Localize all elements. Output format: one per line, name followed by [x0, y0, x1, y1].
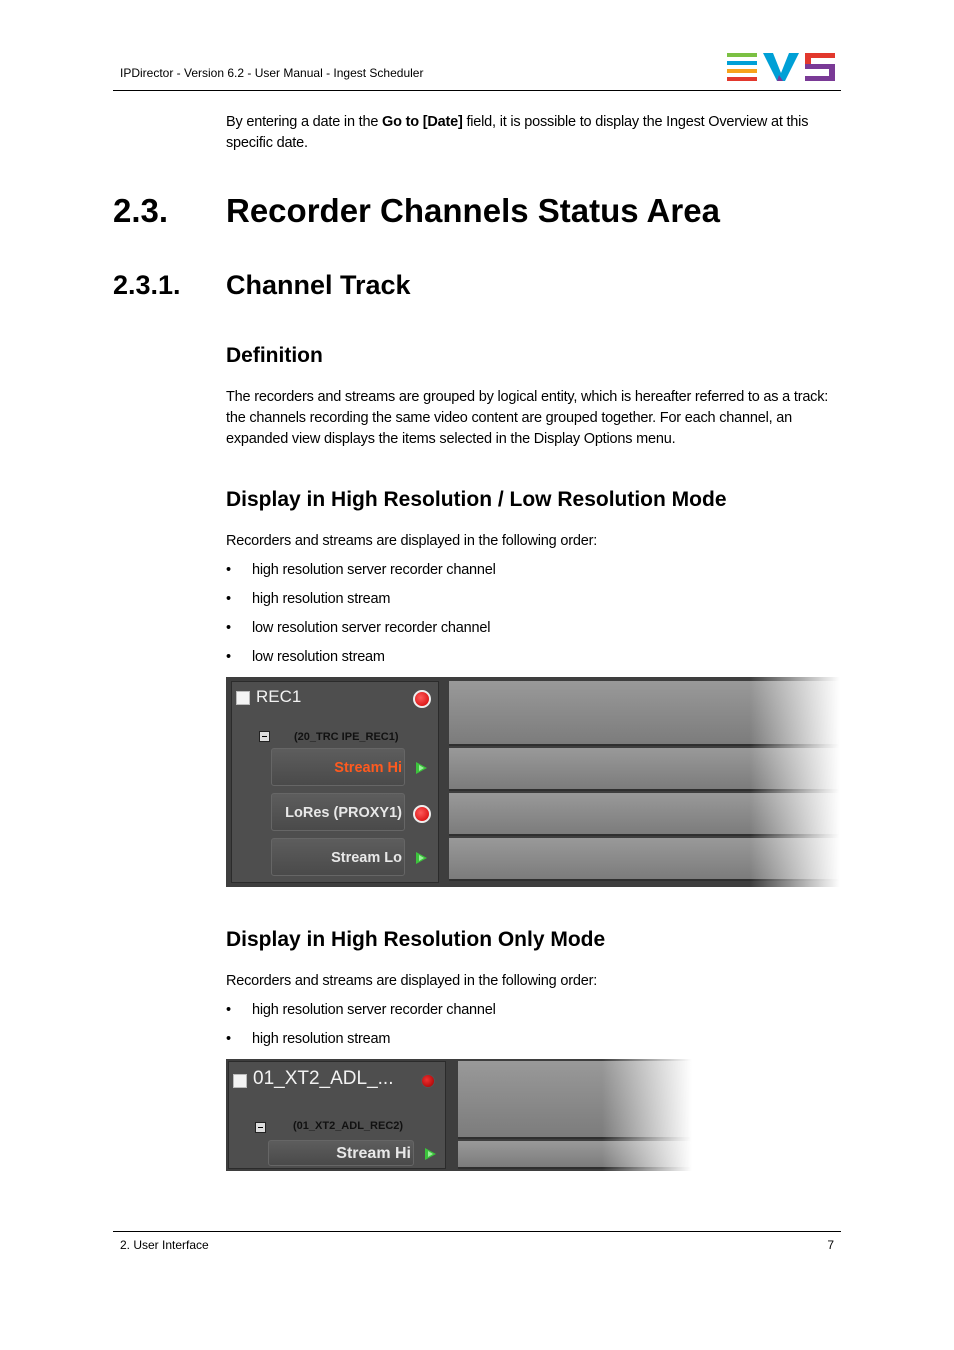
section-title: Recorder Channels Status Area — [226, 192, 720, 229]
definition-paragraph: The recorders and streams are grouped by logical entity, which is hereafter referred to as a track: the channels recording the same video content are grouped together. For each channel, an expanded view displays the items selected in the Display Options menu. — [226, 389, 829, 447]
list-item: • low resolution stream — [226, 649, 385, 665]
intro-paragraph: By entering a date in the Go to [Date] field, it is possible to display the Ingest Overview at this specific date. — [226, 114, 809, 151]
list-item: • high resolution server recorder channel — [226, 1002, 496, 1018]
channel-panel — [228, 1061, 446, 1169]
subsection-number: 2.3.1. — [113, 270, 181, 300]
definition-heading: Definition — [226, 344, 323, 367]
channel-panel — [231, 681, 439, 883]
subsection-title: Channel Track — [226, 270, 411, 300]
play-icon — [413, 760, 429, 776]
hionly-bullet-list — [226, 1002, 826, 1060]
evs-logo — [727, 53, 835, 81]
play-icon — [413, 850, 429, 866]
collapse-icon[interactable] — [255, 1122, 266, 1133]
list-item: • high resolution stream — [226, 591, 391, 607]
hilo-heading: Display in High Resolution / Low Resolution Mode — [226, 488, 727, 511]
stream-lo-button[interactable]: Stream Lo — [271, 838, 405, 876]
page-number: 7 — [827, 1238, 834, 1252]
stream-hi-button[interactable]: Stream Hi — [271, 748, 405, 786]
list-item: • low resolution server recorder channel — [226, 620, 491, 636]
play-icon — [422, 1146, 438, 1162]
section-number: 2.3. — [113, 192, 169, 229]
channel-name: REC1 — [256, 687, 302, 706]
running-header: IPDirector - Version 6.2 - User Manual - Ingest Scheduler — [120, 66, 424, 80]
stream-hi-button[interactable]: Stream Hi — [268, 1140, 414, 1166]
hionly-channel-track-screenshot — [226, 1059, 692, 1171]
channel-checkbox[interactable] — [236, 691, 250, 705]
record-icon — [421, 1074, 435, 1088]
channel-checkbox[interactable] — [233, 1074, 247, 1088]
channel-subtitle: (20_TRC IPE_REC1) — [294, 731, 399, 743]
collapse-icon[interactable] — [259, 731, 270, 742]
header-rule — [113, 90, 841, 91]
footer-rule — [113, 1231, 841, 1232]
hionly-intro: Recorders and streams are displayed in the following order: — [226, 973, 598, 989]
go-to-date-field-name: Go to [Date] — [382, 114, 463, 130]
channel-subtitle: (01_XT2_ADL_REC2) — [293, 1120, 404, 1132]
hilo-channel-track-screenshot — [226, 677, 840, 887]
record-icon — [413, 805, 431, 823]
list-item: • high resolution server recorder channel — [226, 562, 496, 578]
hilo-intro: Recorders and streams are displayed in the following order: — [226, 533, 598, 549]
lores-button[interactable]: LoRes (PROXY1) — [271, 793, 405, 831]
channel-name: 01_XT2_ADL_... — [253, 1068, 394, 1089]
hionly-heading: Display in High Resolution Only Mode — [226, 928, 606, 951]
record-icon — [413, 690, 431, 708]
footer-chapter: 2. User Interface — [120, 1238, 209, 1252]
hilo-bullet-list — [226, 562, 826, 678]
list-item: • high resolution stream — [226, 1031, 391, 1047]
